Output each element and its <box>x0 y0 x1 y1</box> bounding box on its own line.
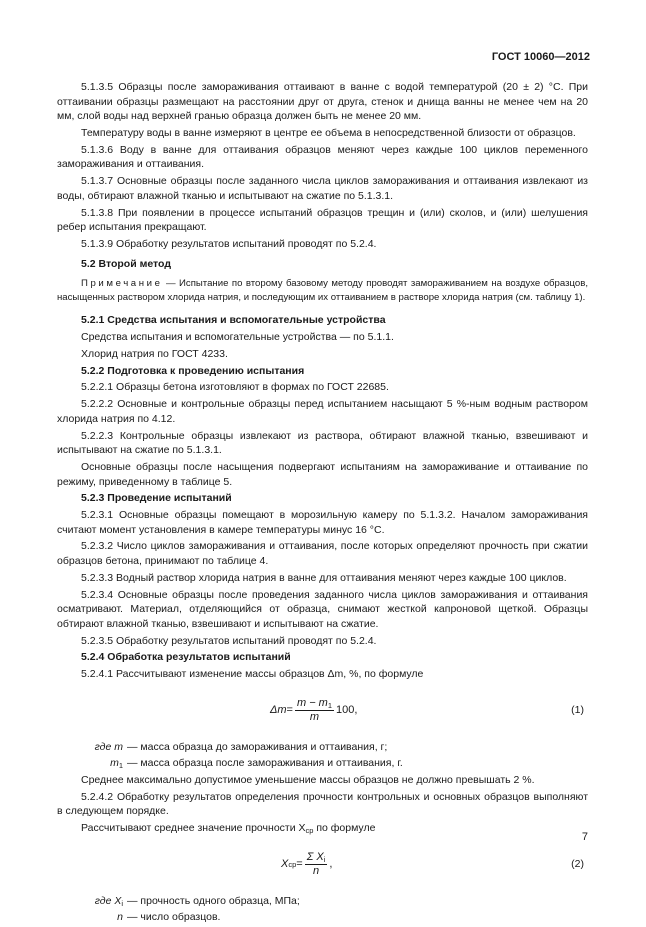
formula-2 <box>57 848 588 882</box>
formula-2-number: (2) <box>571 857 584 870</box>
paragraph-5-2-3-4: 5.2.3.4 Основные образцы после проведения заданного числа циклов замораживания и оттаивания осматривают. Материал, отделяющийся от образца, снимают жесткой капроновой щеткой. Образцы обтирают влажной тканью, взвешивают и испытывают на сжатие. <box>57 588 588 630</box>
where-2-symbol-1: где X <box>94 894 122 907</box>
page-content <box>57 80 588 927</box>
formula-2-fraction <box>305 851 328 878</box>
mean-strength-sub: ср <box>305 826 314 836</box>
formula-2-expression: X ср = $\frac{\Sigma X_i}{n}$ , <box>281 851 333 878</box>
formula-2-numerator-text: Σ X <box>306 851 324 864</box>
formula-1-numerator <box>295 697 334 711</box>
formula-2-lhs: X <box>281 858 289 871</box>
formula-2-tail: , <box>329 858 333 871</box>
where-2-text-1: — прочность одного образца, МПа; <box>127 894 300 907</box>
page-number: 7 <box>581 831 588 843</box>
paragraph-5-2-3-1: 5.2.3.1 Основные образцы помещают в морозильную камеру по 5.1.3.2. Началом замораживания считают момент установления в камере температуры минус 16 °С. <box>57 509 588 536</box>
formula-1-equals: = <box>286 704 293 717</box>
formula-1-tail: 100, <box>336 704 358 717</box>
paragraph-mean-strength <box>57 821 588 836</box>
paragraph-5-2-2-3-b: Основные образцы после насыщения подвергают испытаниям на замораживание и оттаивание по режиму, приведенному в таблице 5. <box>57 460 588 488</box>
paragraph-5-2-3-5: 5.2.3.5 Обработку результатов испытаний проводят по 5.2.4. <box>81 634 377 647</box>
formula-1-denominator: m <box>309 711 320 724</box>
formula-2-numerator <box>305 851 328 865</box>
formula-1-number: (1) <box>571 703 584 716</box>
paragraph-5-2-1-b: Хлорид натрия по ГОСТ 4233. <box>81 347 228 360</box>
heading-5-2-1: 5.2.1 Средства испытания и вспомогательные устройства <box>81 314 386 327</box>
where-1-row-2 <box>57 756 588 771</box>
where-1-text-1: — масса образца до замораживания и оттаивания, г; <box>127 740 388 753</box>
paragraph-5-2-4-1: 5.2.4.1 Рассчитывают изменение массы образцов Δm, %, по формуле <box>81 668 424 681</box>
paragraph-5-2-2-1: 5.2.2.1 Образцы бетона изготовляют в формах по ГОСТ 22685. <box>81 381 389 394</box>
heading-5-2: 5.2 Второй метод <box>81 258 171 271</box>
where-2-row-2 <box>57 910 588 925</box>
paragraph-5-1-3-6: 5.1.3.6 Воду в ванне для оттаивания образцов меняют через каждые 100 циклов переменного замораживания и оттаивания. <box>57 143 588 171</box>
formula-1-numerator-text: m − m <box>296 697 328 710</box>
paragraph-5-2-4-2: 5.2.4.2 Обработку результатов определения прочности контрольных и основных образцов выполняют в следующем порядке. <box>57 790 588 818</box>
where-1-text-2: — масса образца после замораживания и оттаивания, г. <box>127 757 403 770</box>
paragraph-5-1-3-9: 5.1.3.9 Обработку результатов испытаний проводят по 5.2.4. <box>81 237 377 250</box>
heading-5-2-4: 5.2.4 Обработка результатов испытаний <box>81 651 291 664</box>
paragraph-5-1-3-7: 5.1.3.7 Основные образцы после заданного числа циклов замораживания и оттаивания извлекают из воды, обтирают влажной тканью и испытывают на сжатие по 5.1.3.1. <box>57 175 588 202</box>
formula-1 <box>57 694 588 728</box>
note-label: Примечание <box>81 278 163 290</box>
paragraph-5-2-1-a: Средства испытания и вспомогательные устройства — по 5.1.1. <box>81 331 394 344</box>
heading-5-2-2: 5.2.2 Подготовка к проведению испытания <box>81 364 305 377</box>
where-2-label-1 <box>57 894 127 909</box>
where-1-row-1 <box>57 740 588 755</box>
formula-2-equals: = <box>296 858 303 871</box>
paragraph-average-loss: Среднее максимально допустимое уменьшение массы образцов не должно превышать 2 %. <box>81 773 535 786</box>
mean-strength-text: Рассчитывают среднее значение прочности X <box>81 822 306 835</box>
formula-2-numerator-sub: i <box>323 855 326 865</box>
heading-5-2-3: 5.2.3 Проведение испытаний <box>81 492 232 505</box>
paragraph-water-temperature: Температуру воды в ванне измеряют в центре ее объема в непосредственной близости от образцов. <box>81 126 576 139</box>
where-2-symbol-2: n <box>117 911 123 924</box>
formula-1-lhs: Δm <box>270 704 287 717</box>
paragraph-5-2-2-2: 5.2.2.2 Основные и контрольные образцы перед испытанием насыщают 5 %-ным водным раствором хлорида натрия по 4.12. <box>57 398 588 425</box>
formula-1-numerator-sub: 1 <box>327 701 333 711</box>
paragraph-5-2-3-2: 5.2.3.2 Число циклов замораживания и оттаивания, после которых определяют прочность при сжатии образцов бетона, принимают по таблице 4. <box>57 540 588 568</box>
where-2-symbol-1-sub: i <box>121 898 123 908</box>
where-2-row-1 <box>57 894 588 909</box>
formula-1-expression <box>270 694 357 728</box>
paragraph-5-2-2-3: 5.2.2.3 Контрольные образцы извлекают из раствора, обтирают влажной тканью, взвешивают и испытывают на сжатие по 5.1.3.1. <box>57 429 588 457</box>
formula-2-denominator: n <box>312 865 320 878</box>
note <box>57 277 588 304</box>
where-1-symbol-1: где m <box>94 740 123 753</box>
paragraph-5-2-3-3: 5.2.3.3 Водный раствор хлорида натрия в ванне для оттаивания меняют через каждые 100 циклов. <box>81 571 567 584</box>
where-1-symbol-2-sub: 1 <box>118 761 123 771</box>
mean-strength-tail: по формуле <box>313 822 376 835</box>
where-1-label-2 <box>57 756 127 771</box>
where-1-symbol-2: m <box>110 757 119 770</box>
where-1-label-1 <box>57 740 127 755</box>
where-2-text-2: — число образцов. <box>127 911 221 924</box>
note-text: — Испытание по второму базовому методу проводят замораживанием на воздухе образцов, насыщенных раствором хлорида натрия, и последующим их оттаиванием в растворе хлорида натрия (см. таблицу 1). <box>57 278 588 303</box>
document-header: ГОСТ 10060—2012 <box>491 51 590 63</box>
formula-1-fraction <box>295 697 334 724</box>
paragraph-5-1-3-8: 5.1.3.8 При появлении в процессе испытаний образцов трещин и (или) сколов, и (или) шелушения ребер испытания прекращают. <box>57 206 588 234</box>
paragraph-5-1-3-5: 5.1.3.5 Образцы после замораживания оттаивают в ванне с водой температурой (20 ± 2) °С. При оттаивании образцы размещают на расстоянии друг от друга, стенок и днища ванны не менее чем на 20 мм, слой воды над верхней гранью образца должен быть не менее 20 мм. <box>57 81 588 123</box>
where-2-label-2 <box>57 910 127 925</box>
